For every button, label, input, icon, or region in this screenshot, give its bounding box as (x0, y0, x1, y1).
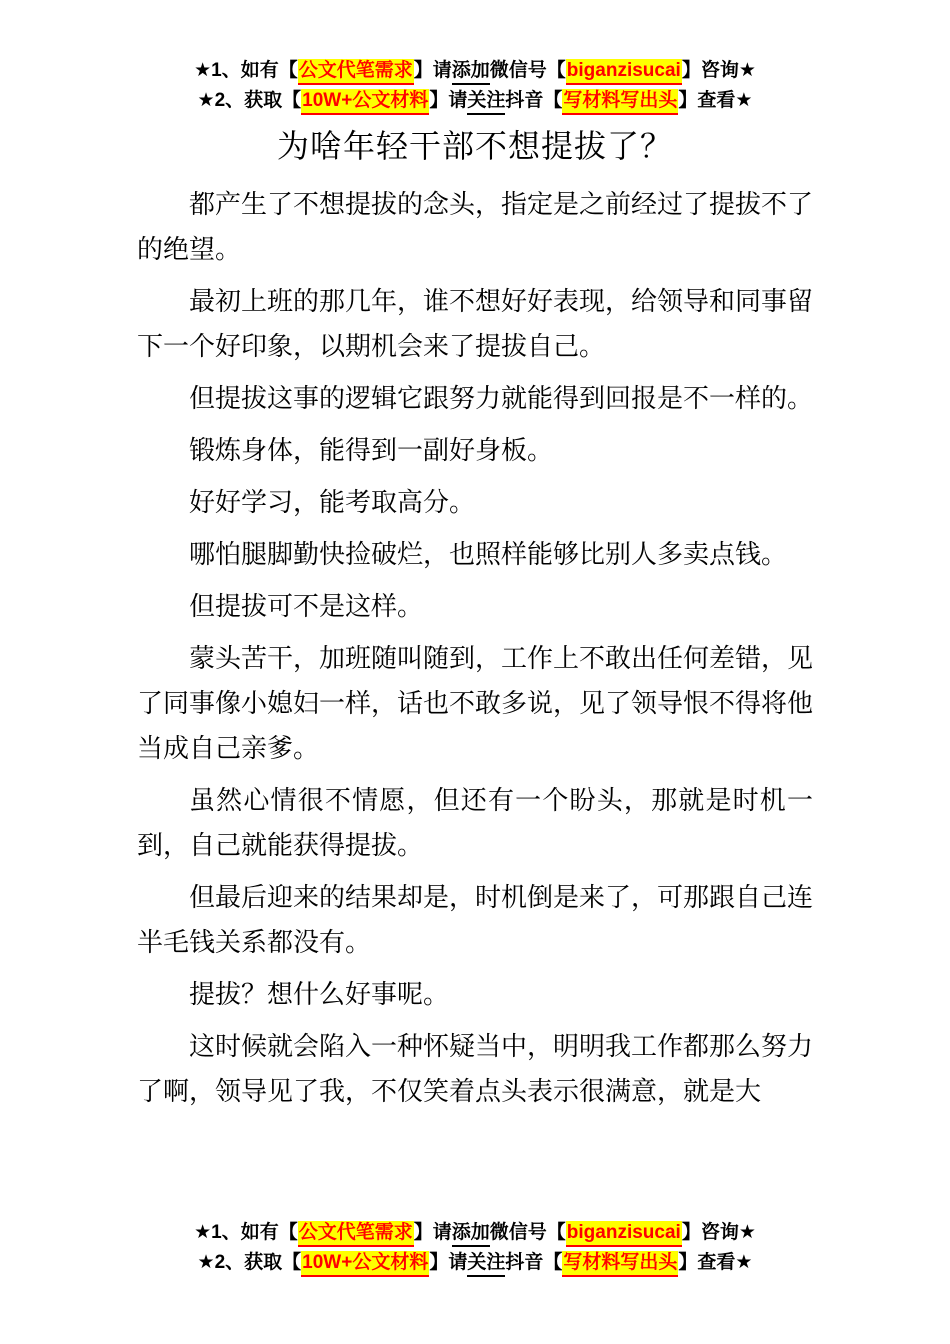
banner-text: 】请 (413, 1222, 452, 1243)
paragraph: 蒙头苦干，加班随叫随到，工作上不敢出任何差错，见了同事像小媳妇一样，话也不敢多说，见了领导恨不得将他当成自己亲爹。 (137, 643, 814, 763)
highlighted-keyword: biganzisucai (566, 1221, 682, 1247)
paragraph: 但提拔这事的逻辑它跟努力就能得到回报是不一样的。 (189, 383, 814, 413)
underlined-keyword: 添加 (452, 1221, 490, 1247)
banner-text: 】咨询★ (681, 1222, 756, 1243)
highlighted-keyword: 写材料写出头 (562, 89, 678, 115)
banner-text: ★1、如有【 (194, 1222, 298, 1243)
underlined-keyword: 添加 (452, 59, 490, 85)
banner-line (0, 1248, 950, 1278)
highlighted-keyword: 10W+公文材料 (301, 89, 429, 115)
banner-text: 】查看★ (678, 90, 753, 111)
banner-text: ★2、获取【 (197, 90, 302, 111)
highlighted-keyword: 写材料写出头 (562, 1251, 678, 1277)
highlighted-keyword: biganzisucai (566, 59, 682, 85)
article-body (137, 182, 813, 1114)
underlined-keyword: 关注 (467, 89, 505, 115)
banner-text: 】请 (429, 1252, 468, 1273)
banner-text: ★2、获取【 (197, 1252, 302, 1273)
paragraph: 提拔？想什么好事呢。 (189, 979, 450, 1009)
header-banner (0, 0, 950, 116)
banner-line (0, 1218, 950, 1248)
paragraph: 好好学习，能考取高分。 (189, 487, 476, 517)
banner-text: 抖音【 (505, 1252, 563, 1273)
banner-text: 】请 (413, 60, 452, 81)
banner-line (0, 86, 950, 116)
highlighted-keyword: 公文代笔需求 (298, 1221, 414, 1247)
paragraph: 但最后迎来的结果却是，时机倒是来了，可那跟自己连半毛钱关系都没有。 (137, 882, 814, 957)
banner-text: 抖音【 (505, 90, 563, 111)
paragraph: 这时候就会陷入一种怀疑当中，明明我工作都那么努力了啊，领导见了我，不仅笑着点头表示很满意，就是大 (137, 1031, 814, 1106)
highlighted-keyword: 公文代笔需求 (298, 59, 414, 85)
banner-text: 微信号【 (489, 60, 566, 81)
banner-text: 】查看★ (678, 1252, 753, 1273)
paragraph: 最初上班的那几年，谁不想好好表现，给领导和同事留下一个好印象，以期机会来了提拔自己。 (137, 286, 814, 361)
banner-text: 微信号【 (489, 1222, 566, 1243)
banner-text: 】请 (429, 90, 468, 111)
highlighted-keyword: 10W+公文材料 (301, 1251, 429, 1277)
paragraph: 但提拔可不是这样。 (189, 591, 424, 621)
paragraph: 锻炼身体，能得到一副好身板。 (189, 435, 554, 465)
footer-banner (0, 1218, 950, 1278)
paragraph: 哪怕腿脚勤快捡破烂，也照样能够比别人多卖点钱。 (189, 539, 788, 569)
banner-text: ★1、如有【 (194, 60, 298, 81)
banner-text: 】咨询★ (681, 60, 756, 81)
article-title: 为啥年轻干部不想提拔了？ (276, 128, 673, 164)
underlined-keyword: 关注 (467, 1251, 505, 1277)
paragraph: 都产生了不想提拔的念头，指定是之前经过了提拔不了的绝望。 (137, 189, 814, 264)
banner-line (0, 56, 950, 86)
paragraph: 虽然心情很不情愿，但还有一个盼头，那就是时机一到，自己就能获得提拔。 (137, 785, 813, 860)
